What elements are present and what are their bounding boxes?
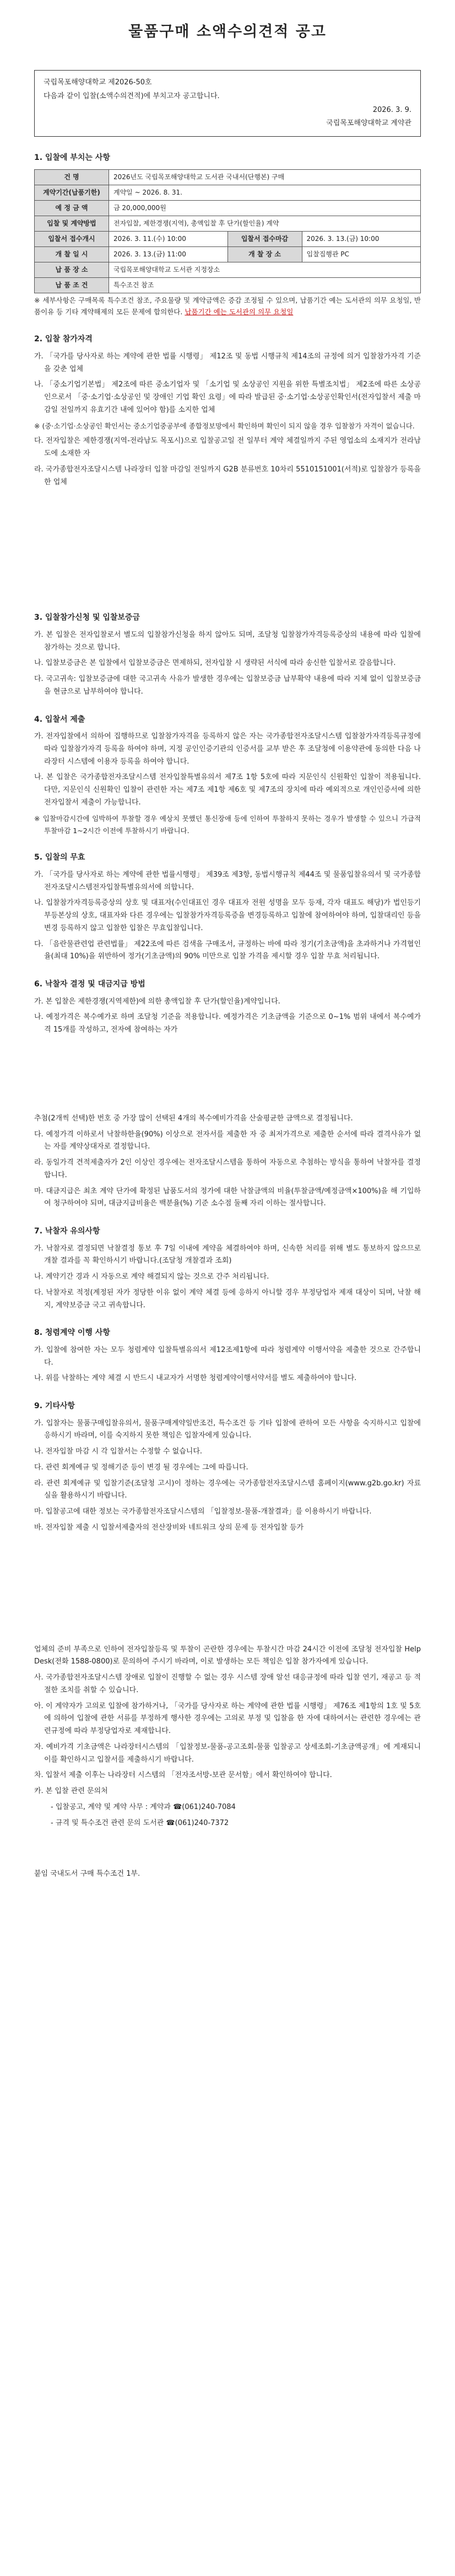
paragraph: 가. 본 입찰은 제한경쟁(지역제한)에 의한 총액입찰 후 단가(할인율)계약입니다. xyxy=(34,997,280,1006)
table-header-cell: 건 명 xyxy=(35,169,109,185)
paragraph: 바. 전자입찰 제출 시 입찰서제출자의 전산장비와 네트워크 상의 문제 등 전자입찰 등가 xyxy=(34,1523,304,1532)
paragraph: 가. 낙찰자로 결정되면 낙찰결정 통보 후 7일 이내에 계약을 체결하여야 하며, 신속한 처리를 위해 별도 통보하지 않으므로 개찰 결과를 꼭 확인하시기 바랍니다.(조달청 개찰결과 조회) xyxy=(34,1244,421,1265)
paragraph: 다. 전자입찰은 제한경쟁(지역-전라남도 목포시)으로 입찰공고일 전 일부터 계약 체결일까지 주된 영업소의 소재지가 전라남도에 소재한 자 xyxy=(34,437,421,458)
notice-intro: 다음과 같이 입찰(소액수의견적)에 부치고자 공고합니다. xyxy=(44,92,220,100)
table-cell: 2026년도 국립목포해양대학교 도서관 국내서(단행본) 구매 xyxy=(109,169,421,185)
section-7-heading: 7. 낙찰자 유의사항 xyxy=(34,1227,100,1236)
table-header-cell: 입찰서 접수마감 xyxy=(228,231,302,246)
contact-line: - 규격 및 특수조건 관련 문의 도서관 ☎(061)240-7372 xyxy=(51,1818,229,1827)
table-header-cell: 계약기간(납품기한) xyxy=(35,185,109,200)
paragraph: 나. 위를 낙찰하는 계약 체결 시 반드시 내교자가 서명한 청렴계약이행서약서를 별도 제출하여야 합니다. xyxy=(34,1374,357,1383)
paragraph: 추첨(2개씩 선택)한 번호 중 가장 많이 선택된 4개의 복수예비가격을 산술평균한 금액으로 결정됩니다. xyxy=(34,1114,353,1123)
table-header-cell: 개 찰 장 소 xyxy=(228,246,302,262)
paragraph: 다. 관련 회계예규 및 정해기준 등이 변경 될 경우에는 그에 따릅니다. xyxy=(34,1463,248,1472)
table-cell: 특수조건 참조 xyxy=(109,277,421,293)
paragraph: 가. 「국가를 당사자로 하는 계약에 관한 법률 시행령」 제12조 및 동법 시행규칙 제14조의 규정에 의거 입찰참가자격 기준을 갖춘 업체 xyxy=(34,352,421,373)
table-header-cell: 입찰서 접수개시 xyxy=(35,231,109,246)
paragraph: 나. 입찰참가자격등록증상의 상호 및 대표자(수인대표인 경우 대표자 전원 성명을 모두 등재, 각자 대표도 해당)가 법인등기부등본상의 상호, 대표자와 다른 경우에는 입찰참가자격등록증을 변경등록하고 입찰에 참여하여야 하며, 입찰대리인 등을 변경 등록하지 않고 입찰한 입찰은 무효입찰입니다. xyxy=(34,899,421,932)
paragraph: 다. 낙찰자로 적정(계정된 자가 정당한 이유 없이 계약 체결 등에 응하지 아니할 경우 부정당업자 제재 대상이 되며, 낙찰 해지, 계약보증금 국고 귀속합니다. xyxy=(34,1288,421,1310)
section-2-heading: 2. 입찰 참가자격 xyxy=(34,335,93,344)
paragraph: 차. 입찰서 제출 이후는 나라장터 시스템의 「전자조서방-보관 문서함」에서 확인하여야 합니다. xyxy=(34,1771,332,1780)
paragraph: 다. 예정가격 이하로서 낙찰하한율(90%) 이상으로 전자서를 제출한 자 중 최저가격으로 제출한 순서에 따라 결격사유가 없는 자를 계약상대자로 결정합니다. xyxy=(34,1130,421,1151)
notice-header-box xyxy=(34,70,421,137)
paragraph: 자. 예비가격 기초금액은 나라장터시스템의 「입찰정보-물품-공고조회-물품 입찰공고 상세조회-기초금액공개」에 게재되니 이를 확인하시고 입찰서를 제출하시기 바랍니다. xyxy=(34,1742,421,1764)
paragraph: 라. 국가종합전자조달시스템 나라장터 입찰 마감일 전일까지 G2B 분류번호 10차리 5510151001(서적)로 입찰참가 등록을 한 업체 xyxy=(34,465,421,486)
paragraph: 다. 국고귀속: 입찰보증금에 대한 국고귀속 사유가 발생한 경우에는 입찰보증금 납부확약 내용에 따라 지체 없이 입찰보증금을 현금으로 납부하여야 합니다. xyxy=(34,675,421,696)
paragraph: 다. 「음란물관련업 관련법률」 제22조에 따른 검색을 구매조서, 규정하는 바에 따라 정기(기초금액)을 초과하거나 가격협인율(최대 10%)을 위반하여 정가(기초금액)의 90% 미만으로 입찰 가격을 제시할 경우 입찰 무효 처리됩니다. xyxy=(34,940,421,961)
notice-signer: 국립목포해양대학교 계약관 xyxy=(326,119,411,128)
notice-number: 국립목포해양대학교 제2026-50호 xyxy=(44,78,152,87)
paragraph: 라. 동일가격 견적제출자가 2인 이상인 경우에는 전자조달시스템을 통하여 자동으로 추첨하는 방식을 통하여 낙찰자를 결정합니다. xyxy=(34,1158,421,1179)
paragraph: 마. 입찰공고에 대한 정보는 국가종합전자조달시스템의 「입찰정보-물품-개찰결과」를 이용하시기 바랍니다. xyxy=(34,1507,372,1516)
notice-date: 2026. 3. 9. xyxy=(372,105,411,114)
paragraph: 나. 계약기간 경과 시 자동으로 계약 해결되지 않는 것으로 간주 처리됩니다. xyxy=(34,1273,269,1281)
contact-line: - 입찰공고, 계약 및 계약 사무 : 계약과 ☎(061)240-7084 xyxy=(51,1802,236,1811)
table-cell: 2026. 3. 11.(수) 10:00 xyxy=(109,231,228,246)
table-header-cell: 개 찰 일 시 xyxy=(35,246,109,262)
blank-space xyxy=(34,1040,421,1112)
paragraph: 사. 국가종합전자조달시스템 장애로 입찰이 진행할 수 없는 경우 시스템 장애 알선 대응규정에 따라 입찰 연기, 재공고 등 적절한 조치를 취할 수 있습니다. xyxy=(34,1673,421,1694)
table-row xyxy=(35,185,421,200)
section-8-heading: 8. 청렴계약 이행 사항 xyxy=(34,1328,110,1338)
table-row xyxy=(35,216,421,231)
table-cell: 계약일 ~ 2026. 8. 31. xyxy=(109,185,421,200)
paragraph: 나. 전자입찰 마감 시 각 입찰서는 수정할 수 없습니다. xyxy=(34,1447,203,1456)
note-text: ※ 세부사항은 구매목록 특수조건 참조, 주요물량 및 계약금액은 증감 조정될 수 있으며, 납품기간 예는 도서관의 의무 요청일, 반품이유 등 기타 계약해제의 모든 문제에 합의한다. xyxy=(34,296,421,316)
table-header-cell: 입찰 및 계약방법 xyxy=(35,216,109,231)
section-5-heading: 5. 입찰의 무효 xyxy=(34,853,85,862)
paragraph: 가. 본 입찰은 전자입찰로서 별도의 입찰참가신청을 하지 않아도 되며, 조달청 입찰참가자격등록증상의 내용에 따라 입찰에 참가하는 것으로 합니다. xyxy=(34,630,421,652)
section-6-heading: 6. 낙찰자 결정 및 대금지급 방법 xyxy=(34,980,145,989)
paragraph: 마. 대금지급은 최초 계약 단가에 확정된 납품도서의 정가에 대한 낙찰금액의 비율(투찰금액/예정금액×100%)을 해 기입하여 청구하여야 되며, 대금지급비율은 백분율(%) 기준 소수점 둘째 자리 이하는 절사합니다. xyxy=(34,1187,421,1208)
paragraph: 업체의 준비 부족으로 인하여 전자입찰등록 및 투찰이 곤란한 경우에는 투찰시간 마감 24시간 이전에 조달청 전자입찰 Help Desk(전화 1588-0800)로 문의하여 주시기 바라며, 이로 발생하는 모든 책임은 입찰 참가자에게 있습니다. xyxy=(34,1645,421,1666)
table-row xyxy=(35,200,421,216)
paragraph: 나. 입찰보증금은 본 입찰에서 입찰보증금은 면제하되, 전자입찰 시 생략된 서식에 따라 송신한 입찰서로 갈음합니다. xyxy=(34,659,396,668)
table-header-cell: 납 품 조 건 xyxy=(35,277,109,293)
attachment-note: 붙임 국내도서 구매 특수조건 1부. xyxy=(34,1870,140,1879)
paragraph: 가. 입찰에 참여한 자는 모두 청렴계약 입찰특별유의서 제12조제1항에 따라 청렴계약 이행서약을 제출한 것으로 간주합니다. xyxy=(34,1345,421,1367)
table-row xyxy=(35,262,421,277)
table-cell: 국립목포해양대학교 도서관 지정장소 xyxy=(109,262,421,277)
page-title: 물품구매 소액수의견적 공고 xyxy=(128,23,327,40)
section-1-note xyxy=(34,294,421,319)
paragraph: 가. 전자입찰에서 의하여 집행하므로 입찰참가자격을 등록하지 않은 자는 국가종합전자조달시스템 입찰참가자격등록규정에 따라 입찰참가자격 등록을 하여야 하며, 지정 공인인증기관의 인증서를 교부 받은 후 조달청에 이용약관에 동의한 다음 나라장터 시스템에 이용자 등록을 하여야 합니다. xyxy=(34,732,421,766)
section-9-heading: 9. 기타사항 xyxy=(34,1402,75,1411)
table-cell: 전자입찰, 제한경쟁(지역), 총액입찰 후 단가(할인율) 계약 xyxy=(109,216,421,231)
paragraph: 카. 본 입찰 관련 문의처 xyxy=(34,1787,108,1796)
paragraph-note: ※ 입찰마감시간에 임박하여 투찰할 경우 예상치 못했던 통신장애 등에 인하여 투찰하지 못하는 경우가 발생할 수 있으니 가급적 투찰마감 1~2시간 이전에 투찰하시기 바랍니다. xyxy=(34,814,421,835)
paragraph: 나. 「중소기업기본법」 제2조에 따른 중소기업자 및 「소기업 및 소상공인 지원을 위한 특별조치법」 제2조에 따른 소상공인으로서 「중·소기업·소상공인 및 장애인 기업 확인 요령」에 따라 발급된 중·소기업·소상공인확인서(전자입찰서 제출 마감일 전일까지 유효기간 내에 있어야 함)를 소지한 업체 xyxy=(34,380,421,414)
table-header-cell: 예 정 금 액 xyxy=(35,200,109,216)
table-row xyxy=(35,169,421,185)
paragraph: 가. 입찰자는 물품구매입찰유의서, 물품구매계약일반조건, 특수조건 등 기타 입찰에 관하여 모든 사항을 숙지하시고 입찰에 응하시기 바라며, 이를 숙지하지 못한 책임은 입찰자에게 있습니다. xyxy=(34,1419,421,1440)
note-red-highlight: 납품기간 예는 도서관의 의무 요청일 xyxy=(185,308,294,316)
table-header-cell: 납 품 장 소 xyxy=(35,262,109,277)
section-4-heading: 4. 입찰서 제출 xyxy=(34,715,85,724)
blank-space xyxy=(34,492,421,597)
paragraph: 가. 「국가를 당사자로 하는 계약에 관한 법률시행령」 제39조 제3항, 동법시행규칙 제44조 및 물품입찰유의서 및 국가종합전자조달시스템전자입찰특별유의서에 의합니다. xyxy=(34,870,421,892)
paragraph: 나. 본 입찰은 국가종합전자조달시스템 전자입찰특별유의서 제7조 1항 5호에 따라 지문인식 신원확인 입찰이 적용됩니다. 다만, 지문인식 신원확인 입찰이 관련한 자는 제7조 제1항 제6호 및 제7조의 장치에 따라 예외적으로 개인인증서에 의한 전자입찰서 제출이 가능합니다. xyxy=(34,773,421,807)
blank-space xyxy=(34,1538,421,1643)
table-cell: 입찰집행관 PC xyxy=(302,246,421,262)
table-row xyxy=(35,246,421,262)
bid-info-table xyxy=(34,169,421,293)
table-cell: 금 20,000,000원 xyxy=(109,200,421,216)
paragraph: 아. 이 계약자가 고의로 입찰에 참가하거나, 「국가를 당사자로 하는 계약에 관한 법률 시행령」 제76조 제1항의 1호 및 5호에 의하여 입찰에 관한 서류를 부정하게 행사한 경우에는 고의로 부정 및 입찰을 한 자에 대하여서는 관련한 경우에는 관련규정에 따라 부정당업자로 제재합니다. xyxy=(34,1702,421,1736)
table-row xyxy=(35,231,421,246)
table-row xyxy=(35,277,421,293)
table-cell: 2026. 3. 13.(금) 11:00 xyxy=(109,246,228,262)
blank-space xyxy=(34,1833,421,1867)
section-1-heading: 1. 입찰에 부치는 사항 xyxy=(34,153,110,162)
paragraph: 나. 예정가격은 복수예가로 하며 조달청 기준을 적용합니다. 예정가격은 기초금액을 기준으로 0~1% 범위 내에서 복수예가격 15개를 작성하고, 전자에 참여하는 자가 xyxy=(34,1013,421,1034)
section-3-heading: 3. 입찰참가신청 및 입찰보증금 xyxy=(34,613,140,622)
paragraph: 라. 관련 회계예규 및 입찰기준(조달청 고시)이 정하는 경우에는 국가종합전자조달시스템 홈페이지(www.g2b.go.kr) 자료실을 활용하시기 바랍니다. xyxy=(34,1479,421,1500)
table-cell: 2026. 3. 13.(금) 10:00 xyxy=(302,231,421,246)
paragraph-note: ※ (중·소기업·소상공인 확인서는 중소기업중공부에 종합정보망에서 확인하며 확인이 되지 않을 경우 입찰참가 자격이 없습니다. xyxy=(34,421,415,430)
